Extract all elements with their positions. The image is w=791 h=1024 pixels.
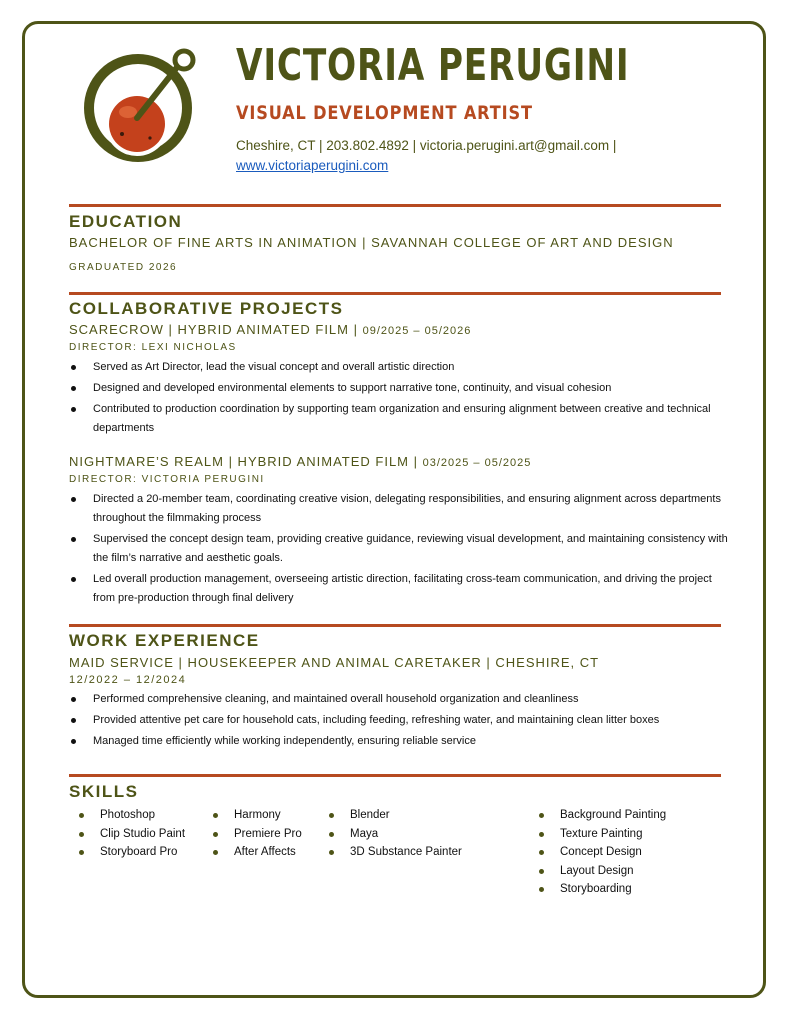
section-divider xyxy=(69,204,721,207)
candidate-name: VICTORIA PERUGINI xyxy=(236,40,630,91)
list-item: Designed and developed environmental elements to support narrative tone, continuity, and visual cohesion xyxy=(69,379,729,398)
project-director: DIRECTOR: LEXI NICHOLAS xyxy=(69,342,237,353)
skill-item: Storyboarding xyxy=(538,880,666,899)
skills-column xyxy=(538,806,666,899)
project-dates: 03/2025 – 05/2025 xyxy=(422,457,532,469)
education-graduated: GRADUATED 2026 xyxy=(69,262,178,273)
skill-item: Concept Design xyxy=(538,843,666,862)
work-heading: WORK EXPERIENCE xyxy=(69,631,260,650)
tomato-pin-logo-icon xyxy=(80,46,202,168)
list-item: Led overall production management, overseeing artistic direction, facilitating cross-team communication, and driving the project from pre-production through final delivery xyxy=(69,570,729,608)
candidate-role: VISUAL DEVELOPMENT ARTIST xyxy=(236,102,533,124)
section-divider xyxy=(69,624,721,627)
work-dates: 12/2022 – 12/2024 xyxy=(69,674,187,686)
list-item: Managed time efficiently while working independently, ensuring reliable service xyxy=(69,732,729,751)
skill-item: After Affects xyxy=(212,843,302,862)
contact-line: Cheshire, CT | 203.802.4892 | victoria.perugini.art@gmail.com | xyxy=(236,138,617,153)
skill-item: 3D Substance Painter xyxy=(328,843,462,862)
skill-item: Storyboard Pro xyxy=(78,843,185,862)
work-bullets xyxy=(69,690,729,753)
skill-item: Blender xyxy=(328,806,462,825)
education-heading: EDUCATION xyxy=(69,212,183,231)
contact-block xyxy=(236,136,616,176)
project-director: DIRECTOR: VICTORIA PERUGINI xyxy=(69,474,265,485)
list-item: Served as Art Director, lead the visual concept and overall artistic direction xyxy=(69,358,729,377)
list-item: Performed comprehensive cleaning, and maintained overall household organization and cleanliness xyxy=(69,690,729,709)
list-item: Contributed to production coordination by supporting team organization and ensuring alignment between creative and technical departments xyxy=(69,400,729,438)
section-divider xyxy=(69,774,721,777)
skill-item: Background Painting xyxy=(538,806,666,825)
website-link[interactable]: www.victoriaperugini.com xyxy=(236,158,389,173)
skills-column xyxy=(78,806,185,862)
skill-item: Premiere Pro xyxy=(212,825,302,844)
skill-item: Harmony xyxy=(212,806,302,825)
skill-item: Layout Design xyxy=(538,862,666,881)
project-title xyxy=(69,323,471,337)
skill-item: Clip Studio Paint xyxy=(78,825,185,844)
project-bullets xyxy=(69,490,729,610)
skills-heading: SKILLS xyxy=(69,782,139,801)
project-bullets xyxy=(69,358,729,440)
projects-heading: COLLABORATIVE PROJECTS xyxy=(69,299,344,318)
list-item: Provided attentive pet care for household cats, including feeding, refreshing water, and maintaining clean litter boxes xyxy=(69,711,729,730)
skill-item: Maya xyxy=(328,825,462,844)
skill-item: Texture Painting xyxy=(538,825,666,844)
skills-column xyxy=(328,806,462,862)
project-name: SCARECROW | HYBRID ANIMATED FILM | xyxy=(69,322,363,337)
skill-item: Photoshop xyxy=(78,806,185,825)
section-divider xyxy=(69,292,721,295)
list-item: Supervised the concept design team, providing creative guidance, reviewing visual development, and maintaining consistency with the film’s narrative and aesthetic goals. xyxy=(69,530,729,568)
work-title: MAID SERVICE | HOUSEKEEPER AND ANIMAL CARETAKER | CHESHIRE, CT xyxy=(69,655,600,670)
education-degree: BACHELOR OF FINE ARTS IN ANIMATION | SAVANNAH COLLEGE OF ART AND DESIGN xyxy=(69,235,674,250)
skills-column xyxy=(212,806,302,862)
project-dates: 09/2025 – 05/2026 xyxy=(362,325,472,337)
list-item: Directed a 20-member team, coordinating creative vision, delegating responsibilities, and ensuring alignment across departments throughout the filmmaking process xyxy=(69,490,729,528)
project-name: NIGHTMARE’S REALM | HYBRID ANIMATED FILM | xyxy=(69,454,423,469)
project-title xyxy=(69,455,531,469)
